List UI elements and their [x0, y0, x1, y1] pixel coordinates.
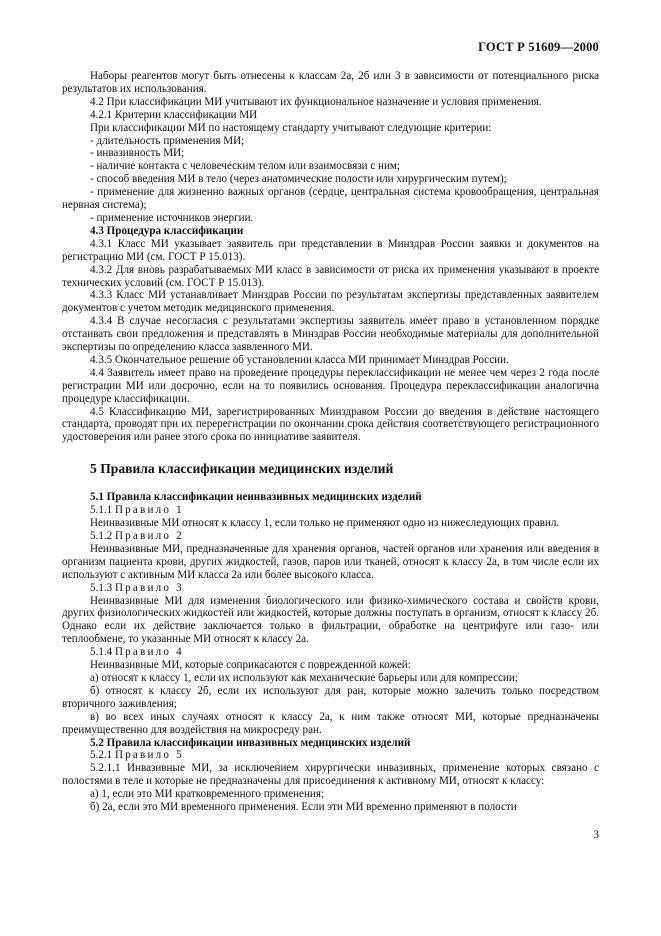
- list-item: - способ введения МИ в тело (через анатомические полости или хирургическим путем);: [90, 173, 507, 186]
- rule-number: 5.2.1: [90, 749, 113, 762]
- rule-number: 5.1.2: [90, 530, 113, 542]
- document-header: ГОСТ Р 51609—2000: [478, 40, 599, 54]
- paragraph: Наборы реагентов могут быть отнесены к классам 2а, 2б или 3 в зависимости от потенциального риска результатов их использования.: [62, 70, 599, 95]
- paragraph: Неинвазивные МИ относят к классу 1, если только не применяют одно из нижеследующих правил.: [90, 517, 560, 530]
- list-item: а) 1, если это МИ кратковременного применения;: [90, 788, 325, 801]
- list-item: а) относят к классу 1, если их используют как механические барьеры или для компрессии;: [90, 671, 518, 684]
- paragraph: 4.3.2 Для вновь разрабатываемых МИ класс в зависимости от риска их применения указывают в проекте технических условий (см. ГОСТ Р 15.013).: [62, 263, 599, 289]
- subsection-heading: 4.3 Процедура классификации: [90, 224, 244, 237]
- list-item: - наличие контакта с человеческим телом или взаимосвязи с ним;: [90, 160, 401, 173]
- paragraph: 4.3.3 Класс МИ устанавливает Минздрав России по результатам экспертизы представленных заявителем документов с учетом методик медицинского применения.: [62, 289, 599, 315]
- paragraph: Неинвазивные МИ, предназначенные для хранения органов, частей органов или хранения или введения в организм пациента крови, других жидкостей, газов, паров или тканей, относят к классу 2а, в том числе если их используют с активным МИ класса 2а или более высокого класса.: [62, 542, 599, 581]
- list-item: - инвазивность МИ;: [90, 147, 185, 160]
- page-number: 3: [593, 829, 599, 841]
- paragraph: Неинвазивные МИ, которые соприкасаются с поврежденной кожей:: [90, 659, 411, 672]
- list-item: б) 2а, если это МИ временного применения. Если эти МИ временно применяют в полости: [90, 801, 517, 814]
- rule-label: Правило 4: [114, 646, 184, 659]
- paragraph: При классификации МИ по настоящему стандарту учитывают следующие критерии:: [90, 121, 492, 134]
- paragraph: 4.3.5 Окончательное решение об установлении класса МИ принимает Минздрав России.: [90, 353, 509, 366]
- list-item: - применение источников энергии.: [90, 211, 254, 224]
- rule-label: Правило 1: [114, 504, 184, 517]
- paragraph: 4.4 Заявитель имеет право на проведение процедуры переклассификации не менее чем через 2 года после регистрации МИ или досрочно, если на то появились основания. Процедура переклассификации аналогична процедуре классификации.: [62, 366, 599, 405]
- paragraph: 4.2 При классификации МИ учитывают их функциональное назначение и условия применения.: [90, 95, 542, 108]
- list-item: - длительность применения МИ;: [90, 134, 245, 147]
- rule-label: Правило 3: [114, 581, 184, 594]
- list-item: в) во всех иных случаях относят к классу 2а, к ним также относят МИ, которые предназначены преимущественно для воздействия на микросреду ран.: [62, 710, 599, 736]
- rule-heading: [62, 582, 599, 595]
- rule-heading: [62, 530, 599, 543]
- rule-heading: [62, 646, 599, 659]
- rule-number: 5.1.4: [90, 646, 113, 659]
- list-item: - применение для жизненно важных органов (сердце, центральная система кровообращения, центральная нервная система);: [62, 186, 599, 212]
- rule-label: Правило 2: [114, 530, 184, 542]
- subsection-heading: 5.2 Правила классификации инвазивных медицинских изделий: [90, 736, 411, 749]
- rule-number: 5.1.3: [90, 581, 113, 594]
- list-item: б) относят к классу 2б, если их используют для ран, которые можно залечить только посредством вторичного заживления;: [62, 684, 599, 710]
- paragraph: 4.2.1 Критерии классификации МИ: [90, 108, 258, 121]
- paragraph: 4.5 Классификацию МИ, зарегистрированных Минздравом России до введения в действие настоящего стандарта, проводят при их перерегистрации по окончании срока действия соответствующего регистрационного удостоверения или ранее этого срока по инициативе заявителя.: [62, 405, 599, 444]
- paragraph: 5.2.1.1 Инвазивные МИ, за исключением хирургически инвазивных, применение которых связано с полостями в теле и которые не предназначены для присоединения к активному МИ, относят к классу:: [62, 762, 599, 788]
- subsection-heading: 5.1 Правила классификации неинвазивных медицинских изделий: [90, 491, 422, 504]
- paragraph: 4.3.1 Класс МИ указывает заявитель при представлении в Минздрав России заявки и документов на регистрацию МИ (см. ГОСТ Р 15.013).: [62, 237, 599, 263]
- document-body: [62, 70, 599, 814]
- rule-label: Правило 5: [114, 749, 184, 762]
- rule-number: 5.1.1: [90, 504, 113, 517]
- rule-heading: [62, 749, 599, 762]
- rule-heading: [62, 504, 599, 517]
- section-heading: 5 Правила классификации медицинских изделий: [90, 461, 394, 477]
- paragraph: Неинвазивные МИ для изменения биологического или физико-химического состава и свойств крови, других физиологических жидкостей или жидкостей, которые должны поступать в организм, относят к классу 2б. Однако если их действие заключается только в фильтрации, обработке на центрифуге или газо- или теплообмене, то указанные МИ относят к классу 2а.: [62, 594, 599, 646]
- paragraph: 4.3.4 В случае несогласия с результатами экспертизы заявитель имеет право в установленном порядке отстаивать свои предложения и представлять в Минздрав России необходимые материалы для дополнительной экспертизы по определению класса заявленного МИ.: [62, 315, 599, 354]
